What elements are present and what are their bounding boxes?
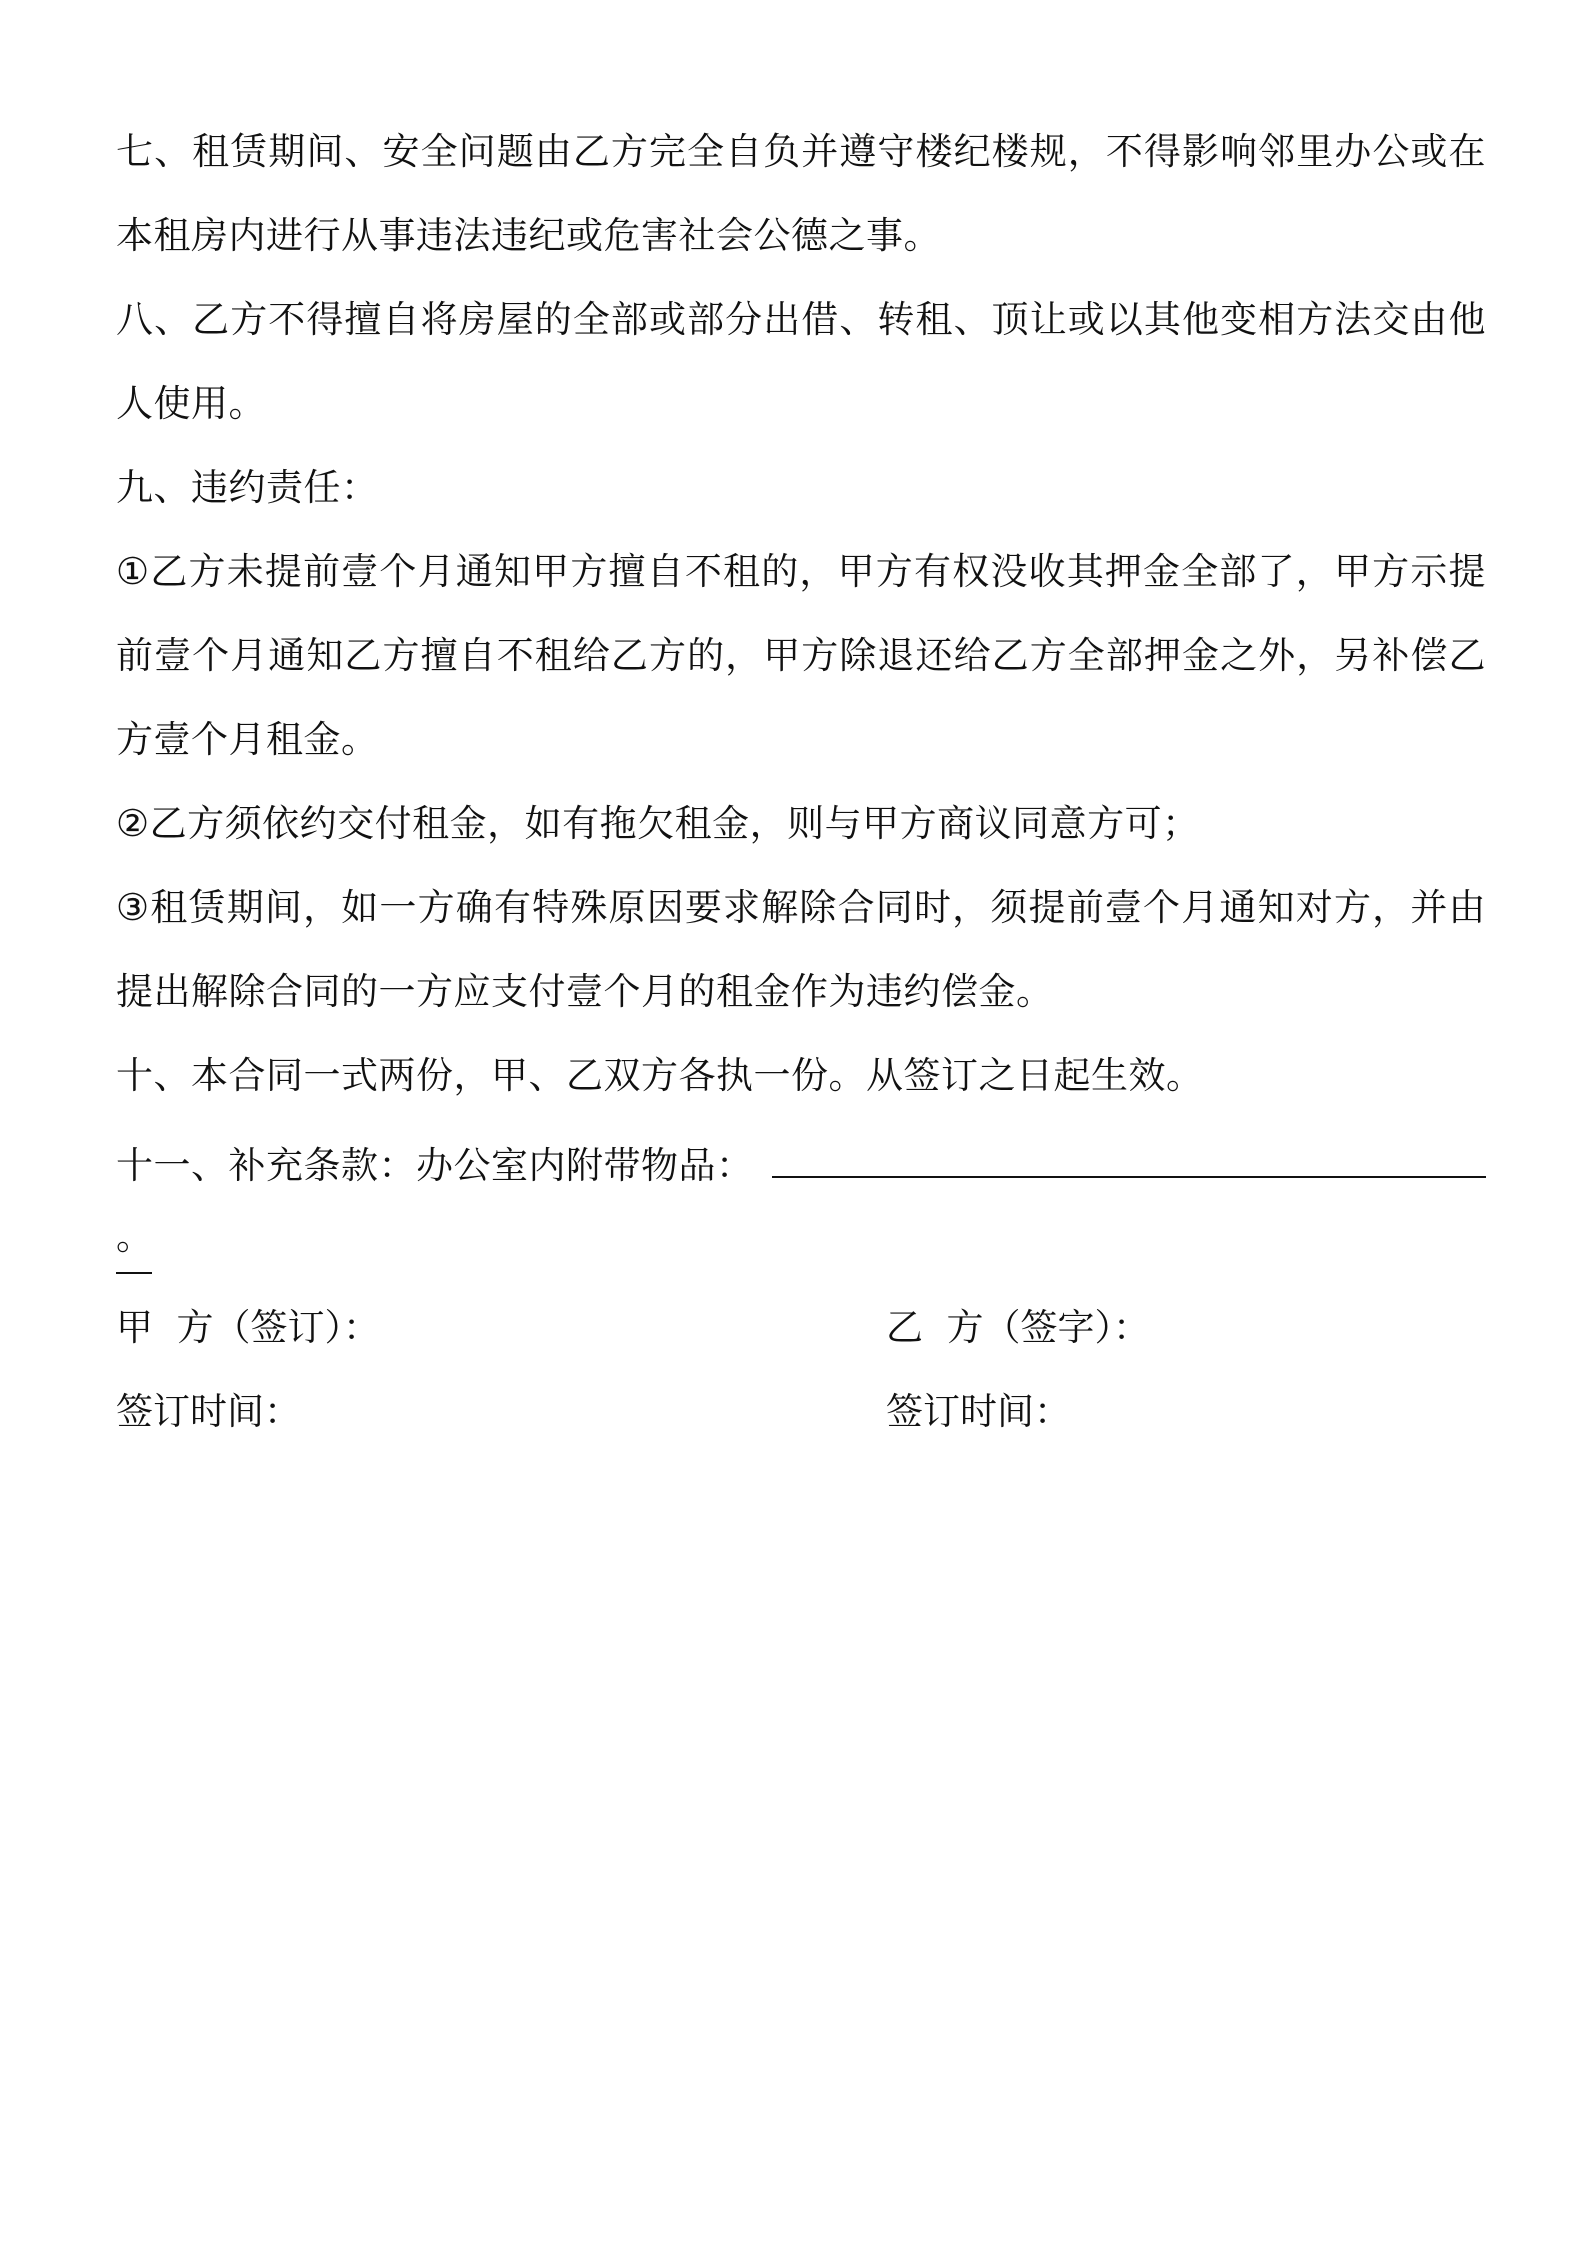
signature-block [116, 1286, 1486, 1454]
clause-9-item-3: ③租赁期间，如一方确有特殊原因要求解除合同时，须提前壹个月通知对方，并由提出解除合同的一方应支付壹个月的租金作为违约偿金。 [116, 886, 1486, 1013]
clause-8: 八、乙方不得擅自将房屋的全部或部分出借、转租、顶让或以其他变相方法交由他人使用。 [116, 298, 1486, 425]
clause-9-item-2: ②乙方须依约交付租金，如有拖欠租金，则与甲方商议同意方可； [116, 802, 1200, 845]
party-a-column [116, 1286, 886, 1454]
party-b-column [886, 1286, 1486, 1454]
clause-11-label: 十一、补充条款：办公室内附带物品： [116, 1144, 754, 1187]
party-a-signature-label: 甲 方（签订）： [116, 1306, 381, 1349]
party-a-date-label: 签订时间： [116, 1390, 301, 1433]
clause-11-row [116, 1118, 1486, 1202]
supplement-end-mark: 。 [116, 1202, 152, 1274]
clause-9-item-1: ①乙方未提前壹个月通知甲方擅自不租的，甲方有权没收其押金全部了，甲方示提前壹个月通知乙方擅自不租给乙方的，甲方除退还给乙方全部押金之外，另补偿乙方壹个月租金。 [116, 550, 1486, 761]
party-b-date-label: 签订时间： [886, 1390, 1071, 1433]
supplement-blank-line [772, 1118, 1487, 1178]
party-b-signature-label: 乙 方（签字）： [886, 1306, 1151, 1349]
clause-7: 七、租赁期间、安全问题由乙方完全自负并遵守楼纪楼规，不得影响邻里办公或在本租房内进行从事违法违纪或危害社会公德之事。 [116, 130, 1486, 257]
clause-9-heading: 九、违约责任： [116, 466, 379, 509]
clause-11-end [116, 1202, 1486, 1286]
contract-page [116, 110, 1486, 1454]
clause-10: 十、本合同一式两份，甲、乙双方各执一份。从签订之日起生效。 [116, 1054, 1204, 1097]
